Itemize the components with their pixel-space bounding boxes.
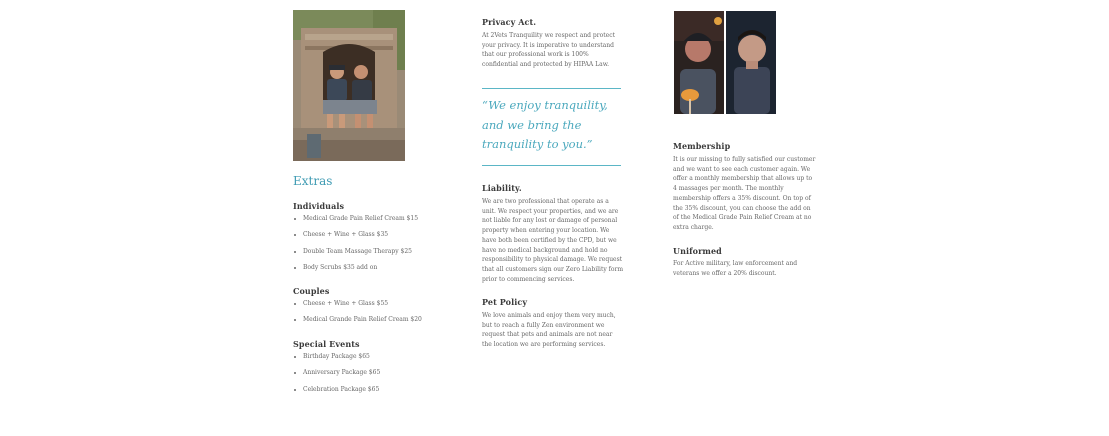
list-item: Double Team Massage Therapy $25 bbox=[293, 248, 418, 264]
list-item: Medical Grade Pain Relief Cream $15 bbox=[293, 215, 418, 231]
liability-text: We are two professional that operate as a unit. We respect your properties, and we are not liable for any lost or damage of personal property when entering your location. We have both been certified by the CPD, but we have no medical background and hold no responsibility to physical damage. We request that all customers sign our Zero Liability form prior to commencing services. bbox=[482, 198, 624, 283]
pet-policy-heading: Pet Policy bbox=[482, 297, 528, 307]
list-item: Cheese + Wine + Glass $35 bbox=[293, 231, 418, 247]
couples-list bbox=[293, 300, 422, 333]
list-item: Cheese + Wine + Glass $55 bbox=[293, 300, 422, 316]
couples-heading: Couples bbox=[293, 286, 330, 296]
owners-photo bbox=[293, 10, 405, 161]
pet-policy-text: We love animals and enjoy them very much, but to reach a fully Zen environment we request that pets and animals are not near the location we are performing services. bbox=[482, 312, 616, 349]
selfie-photos bbox=[674, 11, 776, 114]
selfie-photo-right bbox=[726, 11, 777, 114]
uniformed-heading: Uniformed bbox=[673, 246, 722, 256]
special-events-list bbox=[293, 353, 380, 402]
individuals-list bbox=[293, 215, 418, 280]
privacy-text: At 2Vets Tranquility we respect and protect your privacy. It is imperative to understand that our professional work is 100% confidential and protected by HIPAA Law. bbox=[482, 32, 615, 69]
quote-bottom-rule bbox=[482, 165, 621, 166]
list-item: Medical Grande Pain Relief Cream $20 bbox=[293, 316, 422, 332]
membership-heading: Membership bbox=[673, 141, 731, 151]
list-item: Body Scrubs $35 add on bbox=[293, 264, 418, 280]
tranquility-quote: “We enjoy tranquility, and we bring the tranquility to you.” bbox=[482, 98, 608, 151]
privacy-heading: Privacy Act. bbox=[482, 17, 537, 27]
uniformed-text: For Active military, law enforcement and veterans we offer a 20% discount. bbox=[673, 260, 798, 277]
quote-top-rule bbox=[482, 88, 621, 89]
list-item: Celebration Package $65 bbox=[293, 386, 380, 402]
liability-heading: Liability. bbox=[482, 183, 522, 193]
individuals-heading: Individuals bbox=[293, 201, 345, 211]
list-item: Anniversary Package $65 bbox=[293, 369, 380, 385]
special-events-heading: Special Events bbox=[293, 339, 360, 349]
selfie-photo-left bbox=[674, 11, 725, 114]
membership-text: It is our missing to fully satisfied our customer and we want to see each customer again. We offer a monthly membership that allows up to 4 massages per month. The monthly membership offers a 35% discount. On top of the 35% discount, you can choose the add on of the Medical Grade Pain Relief Cream at no extra charge. bbox=[673, 156, 816, 231]
extras-title: Extras bbox=[293, 174, 333, 188]
list-item: Birthday Package $65 bbox=[293, 353, 380, 369]
